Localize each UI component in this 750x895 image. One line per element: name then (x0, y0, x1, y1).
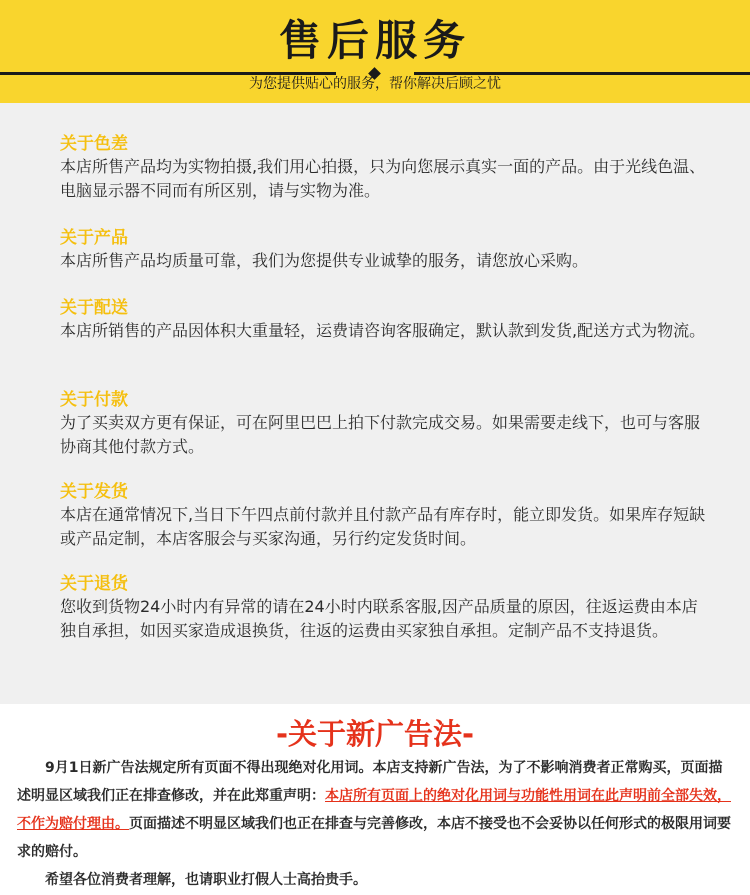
header-banner (0, 0, 750, 103)
notice-closing: 希望各位消费者理解，也请职业打假人士高抬贵手。 (45, 872, 367, 888)
section-title: 关于产品 (60, 228, 128, 248)
service-info-panel (0, 103, 750, 704)
section-payment (60, 389, 710, 459)
notice-highlight: 本店所有页面上的绝对化用词与功能性用词在此声明前全部失效，不作为赔付理由。 (17, 788, 731, 832)
advertising-law-notice (0, 704, 750, 895)
section-title: 关于付款 (60, 390, 128, 410)
page-title: 售后服务 (278, 16, 471, 65)
notice-paragraph (17, 754, 733, 866)
section-delivery (60, 297, 710, 343)
section-title: 关于退货 (60, 574, 128, 594)
section-body: 本店所销售的产品因体积大重量轻，运费请咨询客服确定，默认款到发货,配送方式为物流。 (60, 321, 706, 340)
section-product (60, 227, 710, 273)
section-title: 关于发货 (60, 482, 128, 502)
notice-text-after: 页面描述不明显区域我们也正在排查与完善修改，本店不接受也不会妥协以任何形式的极限用词要求的赔付。 (17, 816, 731, 860)
notice-text (17, 754, 733, 894)
section-body: 本店所售产品均质量可靠，我们为您提供专业诚挚的服务，请您放心采购。 (60, 251, 589, 270)
section-body: 本店在通常情况下,当日下午四点前付款并且付款产品有库存时，能立即发货。如果库存短缺或产品定制，本店客服会与买家沟通，另行约定发货时间。 (60, 505, 706, 548)
section-title: 关于配送 (60, 298, 128, 318)
section-color-difference (60, 133, 710, 203)
section-title: 关于色差 (60, 134, 128, 154)
notice-title: -关于新广告法- (275, 717, 475, 751)
section-body: 本店所售产品均为实物拍摄,我们用心拍摄，只为向您展示真实一面的产品。由于光线色温、电脑显示器不同而有所区别，请与实物为准。 (60, 157, 706, 200)
section-body: 为了买卖双方更有保证，可在阿里巴巴上拍下付款完成交易。如果需要走线下，也可与客服协商其他付款方式。 (60, 413, 701, 456)
page-subtitle: 为您提供贴心的服务，帮你解决后顾之忧 (249, 76, 501, 92)
notice-text-before: 9月1日新广告法规定所有页面不得出现绝对化用词。本店支持新广告法，为了不影响消费者正常购买，页面描述明显区域我们正在排查修改，并在此郑重声明： (17, 760, 723, 804)
section-shipping (60, 481, 710, 551)
section-returns (60, 573, 710, 643)
section-body: 您收到货物24小时内有异常的请在24小时内联系客服,因产品质量的原因，往返运费由本店独自承担，如因买家造成退换货，往返的运费由买家独自承担。定制产品不支持退货。 (60, 597, 698, 640)
